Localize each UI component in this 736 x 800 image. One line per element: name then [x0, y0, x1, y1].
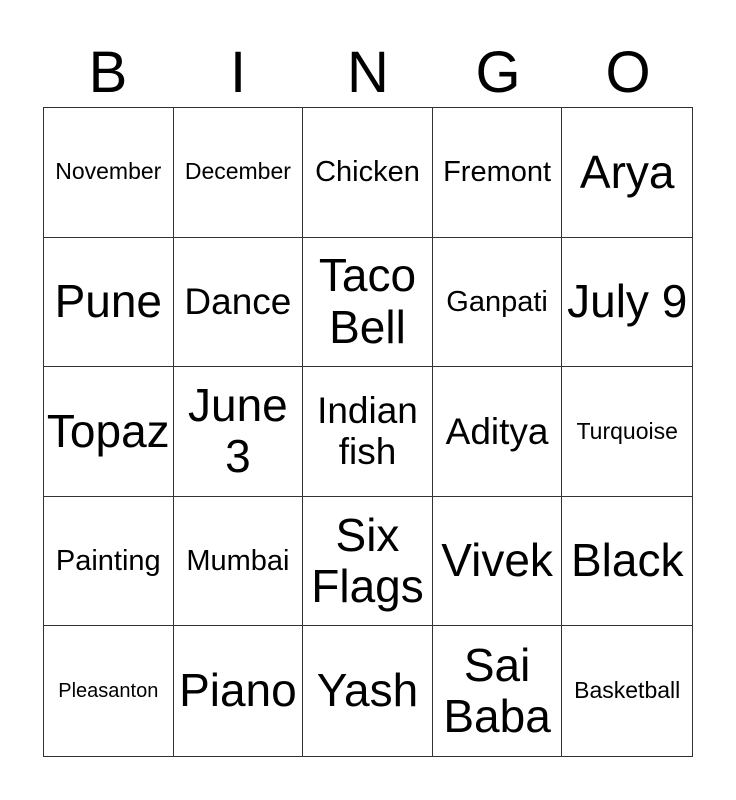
bingo-cell[interactable]: June 3	[174, 367, 304, 497]
bingo-cell[interactable]: Vivek	[433, 497, 563, 627]
bingo-cell[interactable]: Topaz	[44, 367, 174, 497]
bingo-cell[interactable]: July 9	[562, 238, 692, 368]
bingo-cell[interactable]: Chicken	[303, 108, 433, 238]
bingo-cell[interactable]: Aditya	[433, 367, 563, 497]
bingo-cell[interactable]: Basketball	[574, 677, 681, 704]
bingo-cell[interactable]: Indian fish	[303, 367, 433, 497]
bingo-cell[interactable]: Mumbai	[174, 497, 304, 627]
bingo-cell[interactable]: Turquoise	[562, 367, 692, 497]
bingo-cell[interactable]: Black	[562, 497, 692, 627]
bingo-cell[interactable]: Taco Bell	[303, 238, 433, 368]
header-letter-n: N	[347, 40, 389, 105]
header-letter-g: G	[475, 40, 521, 105]
bingo-board	[43, 107, 693, 757]
bingo-cell[interactable]: December	[174, 108, 304, 238]
bingo-cell[interactable]: Six Flags	[303, 497, 433, 627]
bingo-cell[interactable]: Sai Baba	[433, 626, 563, 756]
bingo-cell[interactable]: Ganpati	[433, 238, 563, 368]
bingo-cell[interactable]: Yash	[303, 626, 433, 756]
bingo-cell[interactable]: Fremont	[433, 108, 563, 238]
header-letter-o: O	[605, 40, 651, 105]
bingo-cell[interactable]: November	[44, 108, 174, 238]
header-letter-i: I	[229, 40, 247, 105]
bingo-cell[interactable]: Piano	[174, 626, 304, 756]
bingo-cell[interactable]: Dance	[174, 238, 304, 368]
header-letter-b: B	[88, 40, 128, 105]
bingo-cell[interactable]: Pune	[44, 238, 174, 368]
bingo-header	[43, 38, 693, 108]
bingo-cell[interactable]: Pleasanton	[44, 626, 174, 756]
bingo-cell[interactable]: Painting	[44, 497, 174, 627]
bingo-cell[interactable]: Arya	[562, 108, 692, 238]
